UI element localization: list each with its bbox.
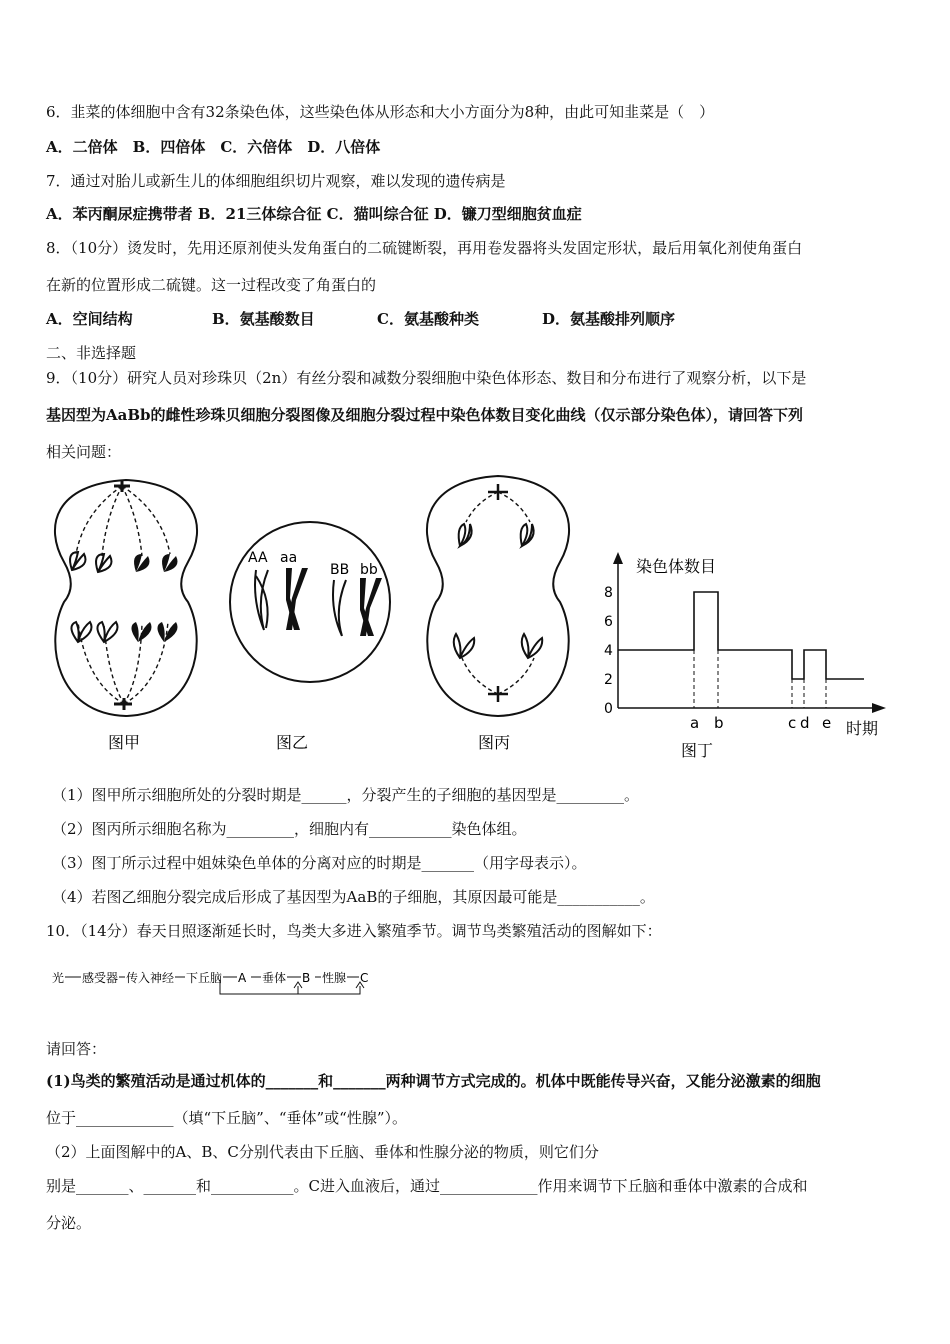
flow-node: 光 xyxy=(52,971,65,985)
x-marker-label: b xyxy=(714,714,724,732)
q6-options: A．二倍体 B．四倍体 C．六倍体 D．八倍体 xyxy=(46,138,381,156)
q8-option-a: A．空间结构 xyxy=(46,310,133,328)
q8-stem-line1: 8．（10分）烫发时，先用还原剂使头发角蛋白的二硫键断裂，再用卷发器将头发固定形状，最后用氧化剂使角蛋白 xyxy=(46,239,803,257)
q9-stem-line1: 9．（10分）研究人员对珍珠贝（2n）有丝分裂和减数分裂细胞中染色体形态、数目和分布进行了观察分析，以下是 xyxy=(46,369,807,387)
q10-sub1-line2: 位于_____________（填“下丘脑”、“垂体”或“性腺”）。 xyxy=(46,1109,408,1127)
figure-bing-label: 图丙 xyxy=(478,733,511,752)
section-title: 二、非选择题 xyxy=(46,344,137,362)
q9-sub3: （3）图丁所示过程中姐妹染色单体的分离对应的时期是_______（用字母表示）。 xyxy=(52,854,587,872)
q10-sub2-line2: 别是_______、_______和___________。C进入血液后，通过_____________作用来调节下丘脑和垂体中激素的合成和 xyxy=(46,1177,808,1195)
flow-node: 感受器 xyxy=(82,971,119,985)
x-marker-label: e xyxy=(822,714,832,732)
q9-sub1: （1）图甲所示细胞所处的分裂时期是______，分裂产生的子细胞的基因型是_________。 xyxy=(52,786,640,804)
chromosome-count-line xyxy=(618,592,864,679)
regulation-flow-diagram xyxy=(48,962,378,1002)
q8-option-d: D．氨基酸排列顺序 xyxy=(542,310,676,328)
figure-ding-chart xyxy=(596,548,896,763)
figure-yi xyxy=(226,518,396,758)
flow-node: 性腺 xyxy=(322,971,347,985)
flow-node: B xyxy=(302,971,311,985)
q9-stem-line2: 基因型为AaBb的雌性珍珠贝细胞分裂图像及细胞分裂过程中染色体数目变化曲线（仅示部分染色体），请回答下列 xyxy=(46,406,804,424)
x-marker-label: d xyxy=(800,714,810,732)
y-tick-label: 2 xyxy=(604,672,613,688)
q10-sub2-line3: 分泌。 xyxy=(46,1214,92,1232)
q8-option-b: B．氨基酸数目 xyxy=(212,310,315,328)
q9-sub2: （2）图丙所示细胞名称为_________，细胞内有___________染色体组。 xyxy=(52,820,527,838)
flow-node: 垂体 xyxy=(262,971,287,985)
gene-label-aa: aa xyxy=(280,550,298,566)
gene-label-AA: AA xyxy=(248,550,268,566)
flow-node: 传入神经 xyxy=(126,971,175,985)
flow-node: C xyxy=(360,971,369,985)
q10-stem: 10．（14分）春天日照逐渐延长时，鸟类大多进入繁殖季节。调节鸟类繁殖活动的图解如下： xyxy=(46,922,662,940)
q10-prompt: 请回答： xyxy=(46,1040,107,1058)
flow-node: A xyxy=(238,971,247,985)
x-marker-label: a xyxy=(690,714,700,732)
q10-sub2-line1: （2）上面图解中的A、B、C分别代表由下丘脑、垂体和性腺分泌的物质，则它们分 xyxy=(46,1143,599,1161)
x-axis-label: 时期 xyxy=(846,719,879,738)
flow-node: 下丘脑 xyxy=(186,971,223,985)
q7-stem: 7．通过对胎儿或新生儿的体细胞组织切片观察，难以发现的遗传病是 xyxy=(46,172,506,190)
y-tick-label: 4 xyxy=(604,643,613,659)
gene-label-bb: bb xyxy=(360,562,378,578)
y-axis-arrow xyxy=(613,552,623,564)
x-marker-label: c xyxy=(788,714,797,732)
x-axis-arrow xyxy=(872,703,886,713)
q8-stem-line2: 在新的位置形成二硫键。这一过程改变了角蛋白的 xyxy=(46,276,377,294)
figure-ding-label: 图丁 xyxy=(681,741,714,760)
q9-stem-line3: 相关问题： xyxy=(46,443,122,461)
figure-bing xyxy=(416,472,581,757)
gene-label-BB: BB xyxy=(330,562,350,578)
q8-option-c: C．氨基酸种类 xyxy=(377,310,479,328)
figure-jia xyxy=(44,472,209,757)
q7-options: A．苯丙酮尿症携带者 B．21三体综合征 C．猫叫综合征 D．镰刀型细胞贫血症 xyxy=(46,205,582,223)
q9-sub4: （4）若图乙细胞分裂完成后形成了基因型为AaB的子细胞，其原因最可能是___________。 xyxy=(52,888,655,906)
y-tick-label: 0 xyxy=(604,701,613,717)
y-axis-label: 染色体数目 xyxy=(636,557,717,576)
y-tick-label: 6 xyxy=(604,614,613,630)
figure-yi-label: 图乙 xyxy=(276,733,309,752)
q6-stem: 6．韭菜的体细胞中含有32条染色体，这些染色体从形态和大小方面分为8种，由此可知韭菜是（ ） xyxy=(46,103,715,121)
y-tick-label: 8 xyxy=(604,585,613,601)
figure-jia-label: 图甲 xyxy=(108,733,141,752)
q10-sub1-line1: (1)鸟类的繁殖活动是通过机体的_______和_______两种调节方式完成的。机体中既能传导兴奋，又能分泌激素的细胞 xyxy=(46,1072,821,1090)
